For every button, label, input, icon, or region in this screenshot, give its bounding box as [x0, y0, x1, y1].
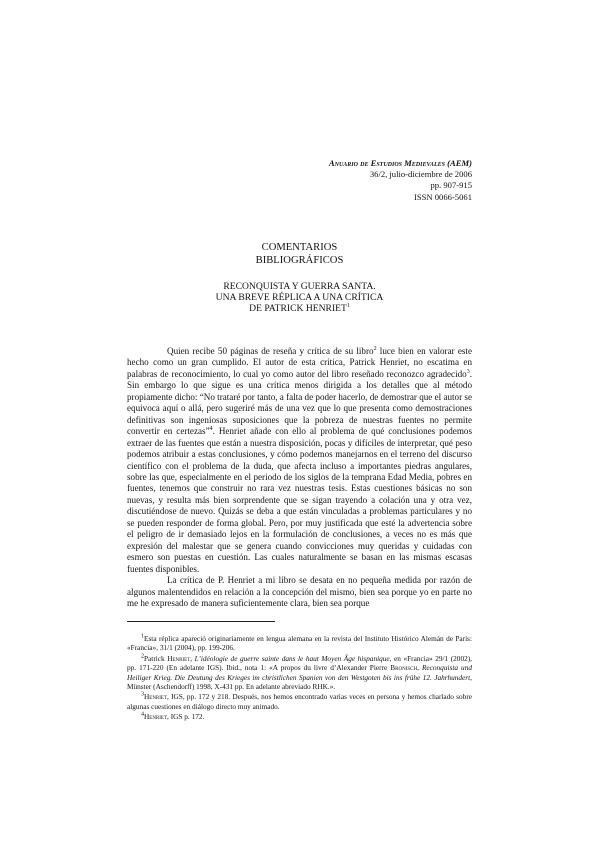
- footnote-2-text: , en «Francia» 29/1 (2002), pp. 171-220 (En adelante IGS). Ibid., nota 1: «A propos du livre d’Alexander Pierre: [127, 653, 472, 673]
- section-title: [0, 241, 599, 267]
- article-title-line2: UNA BREVE RÉPLICA A UNA CRÍTICA: [215, 292, 384, 303]
- footnote-ref-3[interactable]: 3: [466, 368, 470, 375]
- footnote-1: [127, 634, 472, 653]
- footnote-1-text: Esta réplica apareció originariamente en lengua alemana en la revista del Instituto Histórico Alemán de París: «Francia», 31/1 (2004), pp. 199-206.: [127, 634, 472, 653]
- journal-header: [329, 158, 472, 203]
- footnote-ref-1[interactable]: 1: [346, 302, 350, 309]
- body-p1-part2: luce bien en valorar este hecho como un gran cumplido. El autor de esta crítica, Patrick Henriet, no escatima en palabras de reconocimiento, lo cual yo como autor del libro reseñado reconozco agradecido: [127, 346, 472, 379]
- journal-issn: ISSN 0066-5061: [413, 191, 472, 202]
- article-title-line1: RECONQUISTA Y GUERRA SANTA.: [223, 281, 376, 292]
- footnote-2-sep-2: ,: [417, 663, 422, 673]
- footnote-2-author: Henriet: [167, 653, 191, 663]
- section-title-line1: COMENTARIOS: [261, 242, 338, 253]
- footnote-4-marker: 4: [141, 711, 144, 718]
- body-p1-part1: Quien recibe 50 páginas de reseña y crítica de su libro: [167, 346, 374, 356]
- footnote-2-author-first: Patrick: [144, 653, 168, 663]
- journal-pages: pp. 907-915: [430, 180, 472, 191]
- footnote-4-author: Henriet: [144, 712, 168, 722]
- footnote-1-marker: 1: [141, 633, 144, 640]
- article-title: [0, 281, 599, 314]
- footnote-ref-2[interactable]: 2: [373, 345, 377, 352]
- article-body: [127, 346, 472, 609]
- footnote-3-author: Henriet: [144, 692, 168, 702]
- body-p1-part4: . Henriet añade con ello al problema de qué conclusiones podemos extraer de las fuentes que están a nuestra disposición, pocas y difíciles de interpretar, qué peso podemos atribuir a estas conclusiones, y cómo podemos manejarnos en el terreno del discurso científico con el problema de la duda, que afecta incluso a importantes piedras angulares, sobre las que, especialmente en el periodo de los siglos de la temprana Edad Media, pobres en fuentes, tenemos que construir no rara vez nuestras tesis. Estas cuestiones básicas no son nuevas, y resulta más bien sorprendente que se sigan trayendo a colación una y otra vez, discutiéndose de nuevo. Quizás se deba a que están vinculadas a problemas particulares y no se pueden responder de forma global. Pero, por muy justificada que esté la advertencia sobre el peligro de ir demasiado lejos en la formulación de conclusiones, a veces no es más que expresión del malestar que se genera cuando convicciones muy queridas y cuidadas con esmero son puestas en cuestión. Las cuales naturalmente se basan en las mismas escasas fuentes disponibles.: [127, 426, 472, 574]
- footnote-4: [127, 712, 472, 721]
- body-p1-part3: . Sin embargo lo que sigue es una crítica menos dirigida a los detalles que al método propiamente dicho: “No trataré por tanto, a falta de poder hacerlo, de demostrar que el autor se equivoca aquí o allá, pero sugeriré más de una vez que lo que presenta como demostraciones definitivas son ingeniosas suposiciones que la pobreza de nuestras fuentes no permite convertir en certezas”: [127, 368, 472, 437]
- footnote-3-marker: 3: [141, 692, 144, 699]
- journal-title: Anuario de Estudios Medievales (AEM): [328, 158, 472, 168]
- footnote-4-text: , IGS p. 172.: [167, 712, 205, 722]
- footnote-2: [127, 654, 472, 692]
- footnote-2-sep: ,: [190, 653, 195, 663]
- footnote-2-title-1: L’idéologie de guerre sainte dans le haut Moyen Âge hispanique: [194, 653, 390, 663]
- footnote-2-tail: , Münster (Aschendorff) 1998, X-431 pp. En adelante abreviado RHK.».: [127, 672, 472, 692]
- article-title-line3: [0, 303, 599, 314]
- footnote-3-text: , IGS, pp. 172 y 218. Después, nos hemos encontrado varias veces en persona y hemos charlado sobre algunas cuestiones en diálogo directo muy animado.: [127, 692, 472, 711]
- footnote-2-marker: 2: [141, 653, 144, 660]
- footnote-ref-4[interactable]: 4: [209, 426, 213, 433]
- footnote-3: [127, 692, 472, 711]
- body-paragraph-2: La crítica de P. Henriet a mi libro se desata en no pequeña medida por razón de algunos malentendidos en relación a la concepción del mismo, bien sea porque yo en parte no me he expresado de manera suficientemente clara, bien sea porque: [127, 575, 472, 608]
- journal-issue: 36/2, julio-diciembre de 2006: [369, 169, 472, 180]
- footnote-2-title-2: Reconquista und Heiliger Krieg. Die Deutung des Krieges im christlichen Spanien von den Westgoten bis ins frühe 12. Jahrhundert: [127, 663, 472, 682]
- footnotes: [127, 634, 472, 723]
- article-title-line3-text: DE PATRICK HENRIET: [249, 303, 347, 314]
- body-paragraph-1: [127, 346, 472, 575]
- footnote-divider: [127, 621, 275, 622]
- footnote-2-author-2: Bronisch: [390, 663, 418, 673]
- section-title-line2: BIBLIOGRÁFICOS: [255, 255, 344, 266]
